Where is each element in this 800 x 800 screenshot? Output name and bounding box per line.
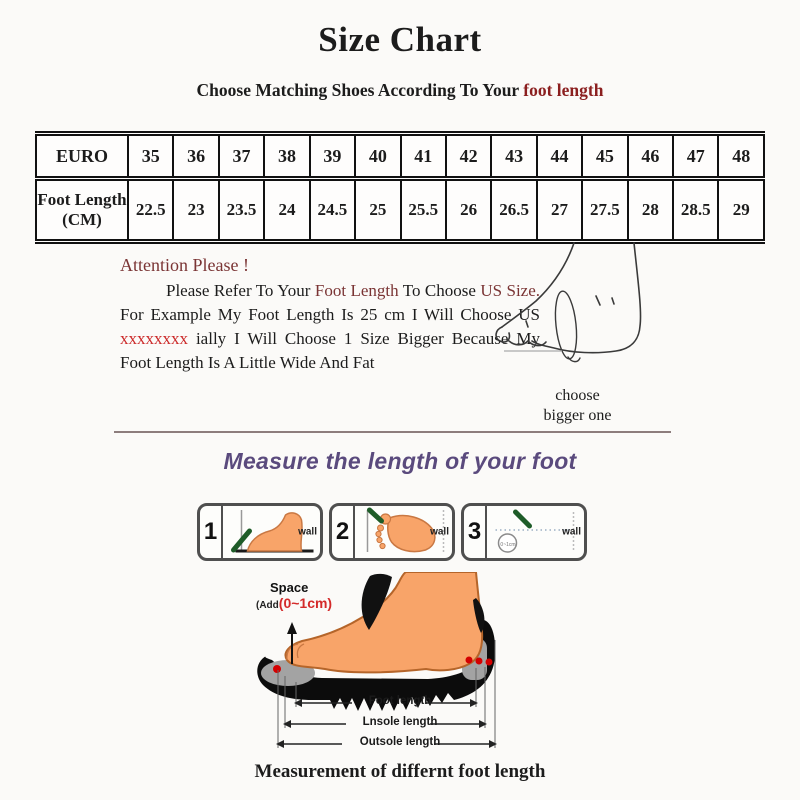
foot-length-label: Foot length xyxy=(368,695,432,707)
footlength-cell: 28.5 xyxy=(673,179,718,242)
wall-label: wall xyxy=(562,526,581,538)
euro-size-cell: 43 xyxy=(491,134,536,179)
footlength-cell: 23.5 xyxy=(219,179,264,242)
attention-text: To Choose xyxy=(398,281,481,300)
shoe-measurement-diagram xyxy=(230,572,570,764)
marker-pen-icon xyxy=(370,510,382,521)
marker-pen-icon xyxy=(516,512,530,526)
attention-text: Please Refer To Your xyxy=(166,281,315,300)
euro-size-cell: 47 xyxy=(673,134,718,179)
euro-size-cell: 37 xyxy=(219,134,264,179)
space-arrow-up xyxy=(287,622,297,634)
heel-marker-dot xyxy=(466,657,473,664)
outsole-length-label: Outsole length xyxy=(359,736,441,748)
euro-size-cell: 45 xyxy=(582,134,627,179)
insole-length-label: Lnsole length xyxy=(362,716,438,728)
footlength-cell: 27 xyxy=(537,179,582,242)
attention-redacted: xxxxxxxx xyxy=(120,329,188,349)
euro-size-cell: 46 xyxy=(628,134,673,179)
step-panel-1 xyxy=(197,503,323,561)
subtitle-text: Choose Matching Shoes According To Your xyxy=(196,80,524,100)
euro-size-cell: 44 xyxy=(537,134,582,179)
space-label: Space xyxy=(270,580,309,595)
footlength-cell: 25 xyxy=(355,179,400,242)
section-divider xyxy=(114,431,671,433)
heel-marker-dot xyxy=(486,659,493,666)
footlength-header: Foot Length (CM) xyxy=(36,179,128,242)
footlength-cell: 26 xyxy=(446,179,491,242)
step-number: 3 xyxy=(464,506,487,558)
add-label: (Add xyxy=(256,600,279,611)
wall-label: wall xyxy=(298,526,317,538)
attention-us-size: US Size. xyxy=(480,281,541,300)
table-row-euro xyxy=(36,134,764,179)
euro-size-cell: 40 xyxy=(355,134,400,179)
footlength-cell: 25.5 xyxy=(401,179,446,242)
footlength-cell: 22.5 xyxy=(128,179,173,242)
euro-size-cell: 41 xyxy=(401,134,446,179)
step-panel-2 xyxy=(329,503,455,561)
attention-heading: Attention Please ! xyxy=(120,255,249,275)
euro-size-cell: 35 xyxy=(128,134,173,179)
space-add-label xyxy=(256,595,332,613)
foot-sketch-illustration xyxy=(492,240,677,372)
step-number: 1 xyxy=(200,506,223,558)
size-table xyxy=(35,131,765,244)
sketch-caption-line1: choose xyxy=(555,387,600,404)
footlength-cell: 23 xyxy=(173,179,218,242)
footer-caption: Measurement of differnt foot length xyxy=(254,761,546,782)
euro-header: EURO xyxy=(36,134,128,179)
footlength-cell: 26.5 xyxy=(491,179,536,242)
foot-shape xyxy=(248,513,303,551)
euro-size-cell: 39 xyxy=(310,134,355,179)
measure-steps xyxy=(197,503,587,561)
attention-paragraph xyxy=(120,279,540,376)
attention-text: For Example My Foot Length Is 25 cm I Will Choose US xyxy=(120,305,540,325)
euro-size-cell: 42 xyxy=(446,134,491,179)
euro-size-cell: 38 xyxy=(264,134,309,179)
step-number: 2 xyxy=(332,506,355,558)
toe-marker-dot xyxy=(273,665,281,673)
footlength-cell: 24 xyxy=(264,179,309,242)
measure-heading: Measure the length of your foot xyxy=(223,448,577,474)
euro-size-cell: 48 xyxy=(718,134,764,179)
heel-marker-dot xyxy=(476,658,483,665)
foot-shape xyxy=(388,516,435,552)
sketch-caption-line2: bigger one xyxy=(543,407,612,424)
range-label: (0~1cm) xyxy=(278,595,333,611)
euro-size-cell: 36 xyxy=(173,134,218,179)
sketch-caption xyxy=(505,386,650,426)
footlength-cell: 24.5 xyxy=(310,179,355,242)
attention-text: ially I Will Choose 1 Size Bigger Because My Foot Length Is A Little Wide And Fat xyxy=(120,329,540,373)
circle-note: 0~1cm xyxy=(500,542,516,548)
page-title: Size Chart xyxy=(318,20,482,59)
attention-foot-length: Foot Length xyxy=(314,281,399,300)
subtitle xyxy=(0,80,800,101)
wall-label: wall xyxy=(430,526,449,538)
footlength-cell: 27.5 xyxy=(582,179,627,242)
step-panel-3 xyxy=(461,503,587,561)
attention-block xyxy=(120,255,540,376)
footlength-cell: 28 xyxy=(628,179,673,242)
subtitle-highlight: foot length xyxy=(523,80,604,100)
table-row-footlength xyxy=(36,179,764,242)
footlength-cell: 29 xyxy=(718,179,764,242)
